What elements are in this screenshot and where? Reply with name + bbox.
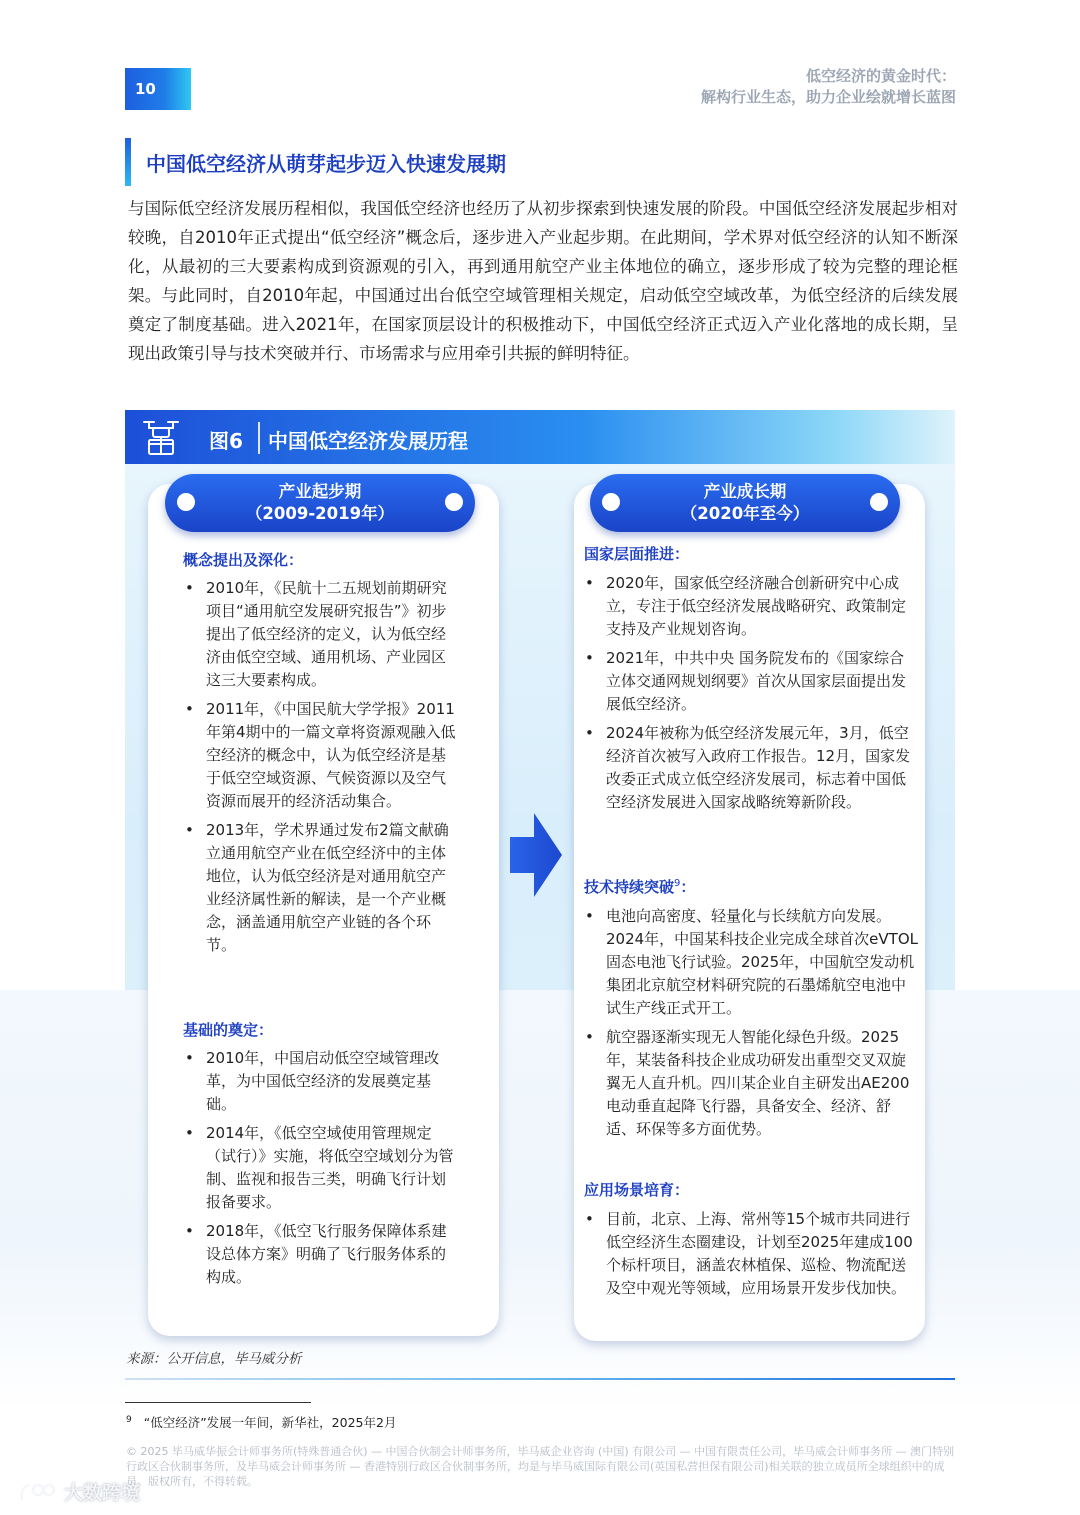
footnote-text: “低空经济”发展一年间，新华社，2025年2月: [143, 1415, 397, 1430]
group-heading-national: 国家层面推进：: [584, 545, 690, 563]
phase-pill-growth: [590, 474, 900, 532]
report-header-title: [701, 66, 956, 108]
national-list: [582, 572, 918, 820]
header-title-line1: 低空经济的黄金时代：: [805, 67, 956, 85]
watermark-logo-icon: [18, 1480, 58, 1504]
group-heading-concept: 概念提出及深化：: [183, 551, 304, 569]
footnote: [126, 1413, 396, 1431]
page-number: 10: [125, 68, 191, 110]
list-item: • 2020年，国家低空经济融合创新研究中心成立，专注于低空经济发展战略研究、政策制定支持及产业规划咨询。: [582, 572, 918, 641]
arrow-right-icon: [510, 813, 562, 897]
intro-paragraph: 与国际低空经济发展历程相似，我国低空经济也经历了从初步探索到快速发展的阶段。中国低空经济发展起步相对较晚，自2010年正式提出“低空经济”概念后，逐步进入产业起步期。在此期间，学术界对低空经济的认知不断深化，从最初的三大要素构成到资源观的引入，再到通用航空产业主体地位的确立，逐步形成了较为完整的理论框架。与此同时，自2010年起，中国通过出台低空空域管理相关规定，启动低空空域改革，为低空经济的后续发展奠定了制度基础。进入2021年，在国家顶层设计的积极推动下，中国低空经济正式迈入产业化落地的成长期，呈现出政策引导与技术突破并行、市场需求与应用牵引共振的鲜明特征。: [128, 199, 958, 363]
list-item: • 电池向高密度、轻量化与长续航方向发展。2024年，中国某科技企业完成全球首次eVTOL固态电池飞行试验。2025年，中国航空发动机集团北京航空材料研究院的石墨烯航空电池中试生产线正式开工。: [582, 905, 918, 1020]
list-item: • 航空器逐渐实现无人智能化绿色升级。2025年，某装备科技企业成功研发出重型交叉双旋翼无人直升机。四川某企业自主研发出AE200电动垂直起降飞行器，具备安全、经济、舒适、环保等多方面优势。: [582, 1026, 918, 1141]
list-item: • 2014年，《低空空域使用管理规定（试行）》实施，将低空空域划分为管制、监视和报告三类，明确飞行计划报备要求。: [182, 1122, 460, 1214]
list-item: • 2021年，中共中央 国务院发布的《国家综合立体交通网规划纲要》首次从国家层面提出发展低空经济。: [582, 647, 918, 716]
watermark-text: 大数跨境: [64, 1482, 141, 1504]
tech-heading-text: 技术持续突破: [584, 878, 675, 896]
phase-name: 产业起步期: [278, 482, 362, 501]
group-heading-scenario: 应用场景培育：: [584, 1181, 690, 1199]
list-item: • 2011年，《中国民航大学学报》2011年第4期中的一篇文章将资源观融入低空经济的概念中，认为低空经济是基于低空空域资源、气候资源以及空气资源而展开的经济活动集合。: [182, 698, 460, 813]
footnote-ref: 9: [674, 878, 681, 889]
figure-title: 中国低空经济发展历程: [268, 429, 468, 453]
list-item: • 2010年，中国启动低空空域管理改革，为中国低空经济的发展奠定基础。: [182, 1047, 460, 1116]
list-item: • 2018年，《低空飞行服务保障体系建设总体方案》明确了飞行服务体系的构成。: [182, 1220, 460, 1289]
phase-pill-startup: [165, 474, 475, 532]
tech-list: [582, 905, 918, 1147]
group-heading-tech: [584, 876, 695, 897]
pill-dot-left: [602, 493, 620, 511]
list-item: • 2013年，学术界通过发布2篇文献确立通用航空产业在低空经济中的主体地位，认为低空经济是对通用航空产业经济属性新的解读，是一个产业概念，涵盖通用航空产业链的各个环节。: [182, 819, 460, 957]
scenario-list: [582, 1208, 918, 1306]
figure-title-divider: [258, 422, 260, 454]
tech-heading-colon: ：: [680, 878, 696, 896]
list-item: • 2010年，《民航十二五规划前期研究项目“通用航空发展研究报告”》初步提出了低空经济的定义，认为低空经济由低空空域、通用机场、产业园区这三大要素构成。: [182, 577, 460, 692]
phase-period: （2009-2019年）: [245, 504, 395, 523]
figure-header-bar: [125, 410, 955, 464]
footnote-rule: [125, 1402, 311, 1403]
concept-list: [182, 577, 460, 963]
figure-source: 来源：公开信息，毕马威分析: [126, 1351, 302, 1367]
section-title: 中国低空经济从萌芽起步迈入快速发展期: [146, 152, 506, 176]
gradient-rule: [125, 1378, 955, 1380]
list-item: • 2024年被称为低空经济发展元年，3月，低空经济首次被写入政府工作报告。12月，国家发改委正式成立低空经济发展司，标志着中国低空经济发展进入国家战略统筹新阶段。: [582, 722, 918, 814]
header-title-line2: 解构行业生态，助力企业绘就增长蓝图: [700, 88, 956, 106]
list-item: • 目前，北京、上海、常州等15个城市共同进行低空经济生态圈建设，计划至2025年建成100个标杆项目，涵盖农林植保、巡检、物流配送及空中观光等领域，应用场景开发步伐加快。: [582, 1208, 918, 1300]
foundation-list: [182, 1047, 460, 1295]
copyright-notice: © 2025 毕马威华振会计师事务所(特殊普通合伙) — 中国合伙制会计师事务所，毕马威企业咨询 (中国) 有限公司 — 中国有限责任公司，毕马威会计师事务所 — 澳门特别行政区合伙制事务所，及毕马威会计师事务所 — 香港特别行政区合伙制事务所，均是与毕马威国际有限公司(英国私营担保有限公司)相关联的独立成员所全球组织中的成员。版权所有，不得转载。: [126, 1445, 955, 1488]
section-accent-bar: [125, 138, 131, 186]
phase-name: 产业成长期: [703, 482, 787, 501]
drone-icon: [141, 416, 181, 458]
figure-label: 图6: [209, 429, 243, 453]
group-heading-foundation: 基础的奠定：: [183, 1021, 274, 1039]
watermark: [18, 1478, 140, 1505]
phase-period: （2020年至今）: [680, 504, 810, 523]
pill-dot-right: [870, 493, 888, 511]
pill-dot-right: [445, 493, 463, 511]
footnote-number: 9: [126, 1414, 132, 1425]
pill-dot-left: [177, 493, 195, 511]
